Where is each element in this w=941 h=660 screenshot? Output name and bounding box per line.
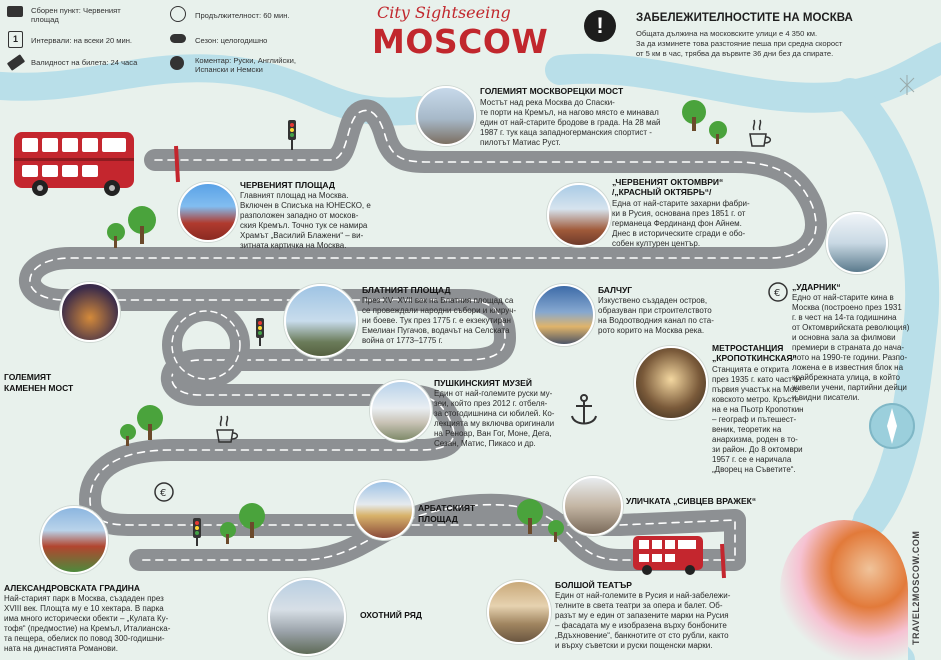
tree-icon	[107, 223, 125, 248]
photo-bolotnaya	[284, 284, 358, 358]
stop-desc-kropotkinskaya-10: 1957 г. се е наричала	[712, 455, 792, 464]
stop-desc-pushkin-2: зеи, който през 2012 г. отбеля-	[434, 399, 548, 408]
stop-desc-red-square-6: зитната картичка на Москва.	[240, 241, 347, 250]
stop-desc-kropotkinskaya-1: Станцията е открита	[712, 365, 789, 374]
stop-desc-alexander-1: Най-старият парк в Москва, създаден през	[4, 594, 164, 603]
stop-desc-udarnik-4: от Октомврийската революция)	[792, 323, 910, 332]
photo-travelers	[780, 520, 908, 660]
stop-desc-october-3: германеца Фердинанд фон Айнем.	[612, 219, 742, 228]
brand-title: MOSCOW	[372, 22, 549, 61]
commentary: Коментар: Руски, Английски,	[195, 56, 296, 65]
photo-arbat	[354, 480, 414, 540]
currency-exchange-icon	[769, 283, 787, 301]
stop-desc-october-2: ки в Русия, основана през 1851 г. от	[612, 209, 746, 218]
duration: Продължителност: 60 мин.	[195, 11, 290, 20]
tree-icon	[682, 100, 706, 131]
stop-title-pushkin: ПУШКИНСКИЯТ МУЗЕЙ	[434, 378, 532, 388]
stop-desc-bridge-2: те порти на Кремъл, на нагово място е минавал	[480, 108, 659, 117]
start-point: Сборен пункт: Червеният	[31, 6, 121, 15]
commentary-2: Испански и Немски	[195, 65, 263, 74]
stop-desc-kropotkinskaya-2: през 1935 г. като част от	[712, 375, 802, 384]
photo-sivtsev	[563, 476, 623, 536]
photo-stone-bridge	[60, 282, 120, 342]
stop-desc-udarnik-6: премиери в страната до нача-	[792, 343, 905, 352]
clock-icon	[170, 6, 186, 22]
stop-title-alexander: АЛЕКСАНДРОВСКАТА ГРАДИНА	[4, 583, 141, 593]
stop-title-okhotny: ОХОТНИЙ РЯД	[360, 610, 422, 620]
stop-desc-bolotnaya-1: През XV–XVII век на Блатния площад са	[362, 296, 514, 305]
stop-desc-red-square-5: Храмът „Василий Блажени“ – ви-	[240, 231, 364, 240]
stop-title-bolshoi: БОЛШОЙ ТЕАТЪР	[555, 580, 632, 590]
stop-desc-red-square-3: разположен западно от москов-	[240, 211, 359, 220]
stop-title-bolotnaya: БЛАТНИЯТ ПЛОЩАД	[362, 285, 451, 295]
tree-icon	[137, 405, 163, 440]
bus-icon	[633, 536, 703, 575]
stop-desc-udarnik-11: и видни писатели.	[792, 393, 860, 402]
speaker-icon	[170, 56, 184, 70]
photo-pushkin	[370, 380, 432, 442]
stop-desc-udarnik-10: живели учени, партийни дейци	[792, 383, 907, 392]
coffee-icon	[750, 120, 770, 146]
stop-title-kropotkinskaya-1: МЕТРОСТАНЦИЯ	[712, 343, 784, 353]
end-barrier-icon	[722, 544, 724, 578]
photo-bolshoi	[487, 580, 551, 644]
stop-desc-bolotnaya-3: ни боеве. Тук през 1775 г. е екзекутиран	[362, 316, 511, 325]
stop-title-udarnik: „УДАРНИК“	[792, 282, 841, 292]
stop-desc-kropotkinskaya-6: – географ и пътешест-	[712, 415, 797, 424]
stop-desc-kropotkinskaya-11: „Дворец на Съветите“.	[712, 465, 796, 474]
stop-desc-pushkin-3: за стогодишнина си юбилей. Ко-	[434, 409, 555, 418]
tree-icon	[128, 206, 156, 244]
stop-desc-bolotnaya-2: се провеждали народни събори и юмруч-	[362, 306, 517, 315]
season: Сезон: целогодишно	[195, 36, 268, 45]
stop-title-stone-bridge-2: КАМЕНЕН МОСТ	[4, 383, 74, 393]
intervals: Интервали: на всеки 20 мин.	[31, 36, 133, 45]
stop-desc-october-1: Една от най-старите захарни фабри-	[612, 199, 750, 208]
cloud-sun-icon	[170, 34, 186, 43]
bus-icon	[14, 132, 134, 196]
stop-desc-pushkin-1: Един от най-големите руски му-	[434, 389, 553, 398]
stop-title-stone-bridge-1: ГОЛЕМИЯТ	[4, 372, 52, 382]
traffic-light-icon	[193, 518, 201, 546]
stop-desc-udarnik-1: Едно от най-старите кина в	[792, 293, 894, 302]
stop-desc-balchug-4: рото корито на Москва река.	[598, 326, 705, 335]
stop-desc-bridge-5: пилотът Матиас Руст.	[480, 138, 561, 147]
stop-desc-pushkin-5: на Реноар, Ван Гог, Моне, Дега,	[434, 429, 552, 438]
exclamation-icon: !	[584, 10, 616, 42]
site-url: TRAVEL2MOSCOW.COM	[911, 530, 921, 645]
stop-desc-udarnik-7: лото на 1990-те години. Разпо-	[792, 353, 908, 362]
stop-desc-kropotkinskaya-7: веник, теоретик на	[712, 425, 782, 434]
stop-desc-udarnik-8: ложена е в известния блок на	[792, 363, 904, 372]
stop-desc-bolshoi-2: телните в света театри за опера и балет. Об-	[555, 601, 723, 610]
subtitle-2: За да изминете това разстояние пеша при средна скорост	[636, 39, 843, 48]
tree-icon	[220, 522, 236, 544]
page-title: ЗАБЕЛЕЖИТЕЛНОСТИТЕ НА МОСКВА	[636, 12, 853, 24]
stop-desc-kropotkinskaya-4: ковското метро. Кръсте-	[712, 395, 802, 404]
stop-desc-alexander-4: тофя“ (предмостие) на Кремъл, Италианска-	[4, 624, 171, 633]
stop-desc-bolshoi-6: и върху съветски и руски пощенски марки.	[555, 641, 713, 650]
stop-desc-red-square-4: ския Кремъл. Точно тук се намира	[240, 221, 368, 230]
photo-balchug	[533, 284, 595, 346]
calendar-icon: 1	[8, 31, 23, 48]
photo-okhotny	[268, 578, 346, 656]
stop-desc-red-square-2: Включен в Списъка на ЮНЕСКО, е	[240, 201, 371, 210]
svg-text:€: €	[774, 288, 781, 299]
traffic-light-icon	[256, 318, 264, 346]
stop-desc-bridge-1: Мостът над река Москва до Спаски-	[480, 98, 615, 107]
stop-desc-alexander-2: XVIII век. Площта му е 10 хектара. В парка	[4, 604, 164, 613]
stop-desc-bolshoi-5: „Вдъхновение“, банкнотите от сто рубли, както	[555, 631, 729, 640]
compass-icon	[870, 404, 914, 448]
start-sign-icon	[7, 6, 23, 17]
stop-title-sivtsev: УЛИЧКАТА „СИВЦЕВ ВРАЖЕК“	[626, 496, 757, 506]
stop-desc-october-4: Днес в историческите сгради е обо-	[612, 229, 746, 238]
stop-desc-bridge-4: 1987 г. тук каца западногерманския спортист -	[480, 128, 652, 137]
stop-desc-alexander-3: има много исторически обекти – „Кулата Ку-	[4, 614, 169, 623]
stop-desc-udarnik-2: Москва (построено през 1931	[792, 303, 902, 312]
photo-alexander	[40, 506, 108, 574]
traffic-light-icon	[288, 120, 296, 150]
anchor-icon	[572, 395, 596, 424]
stop-title-kropotkinskaya-2: „КРОПОТКИНСКАЯ“	[712, 353, 797, 363]
subtitle-3: от 5 км в час, трябва да вървите 36 дни без да спирате.	[636, 49, 834, 58]
stop-desc-bolotnaya-4: Емелиан Пугачов, водачът на Селската	[362, 326, 510, 335]
start-barrier-icon	[176, 146, 178, 182]
stop-desc-balchug-1: Изкуствено създаден остров,	[598, 296, 708, 305]
svg-text:€: €	[160, 488, 167, 499]
stop-desc-bolshoi-4: – фасадата му е изобразена върху бонбоните	[555, 621, 727, 630]
stop-desc-kropotkinskaya-8: анархизма, роден в то-	[712, 435, 798, 444]
stop-title-october-2: /„КРАСНЫЙ ОКТЯБРЬ“/	[612, 187, 712, 197]
stop-title-arbat-1: АРБАТСКИЯТ	[418, 503, 476, 513]
stop-desc-bolshoi-1: Един от най-големите в Русия и най-забележи-	[555, 591, 731, 600]
stop-desc-october-5: собен културен център.	[612, 239, 701, 248]
photo-kropotkinskaya	[634, 346, 708, 420]
stop-desc-bolotnaya-5: война от 1773–1775 г.	[362, 336, 443, 345]
stop-desc-pushkin-6: Сезан, Матис, Пикасо и др.	[434, 439, 536, 448]
photo-october	[547, 183, 611, 247]
photo-red-square	[178, 182, 238, 242]
stop-desc-alexander-6: ната на династията Романови.	[4, 644, 118, 653]
stop-desc-udarnik-9: крайбрежната улица, в който	[792, 373, 900, 382]
stop-desc-balchug-3: на Водоотводния канал по ста-	[598, 316, 714, 325]
stop-desc-kropotkinskaya-9: зи район. До 8 октомври	[712, 445, 803, 454]
tree-icon	[709, 121, 727, 144]
stop-desc-udarnik-5: и основна зала за филмови	[792, 333, 896, 342]
stop-desc-kropotkinskaya-5: на е на Пьотр Кропоткин	[712, 405, 804, 414]
photo-udarnik	[826, 212, 888, 274]
stop-title-bridge: ГОЛЕМИЯТ МОСКВОРЕЦКИ МОСТ	[480, 86, 624, 96]
stop-desc-alexander-5: та пещера, обелиск по повод 300-годишни-	[4, 634, 165, 643]
brand-tagline: City Sightseeing	[377, 3, 511, 22]
coffee-icon	[217, 416, 237, 442]
subtitle-1: Общата дължина на московските улици е 4 350 км.	[636, 29, 818, 38]
stop-desc-red-square-1: Главният площад на Москва.	[240, 191, 349, 200]
stop-title-balchug: БАЛЧУГ	[598, 285, 633, 295]
stop-desc-bolshoi-3: разът му е един от запазените марки на Русия	[555, 611, 729, 620]
stop-desc-kropotkinskaya-3: първия участък на Мос-	[712, 385, 802, 394]
stop-title-october-1: „ЧЕРВЕНИЯТ ОКТОМВРИ“	[612, 177, 724, 187]
stop-title-red-square: ЧЕРВЕНИЯТ ПЛОЩАД	[240, 180, 335, 190]
stop-desc-pushkin-4: лекцията му включва оригинали	[434, 419, 555, 428]
start-point-2: площад	[31, 15, 59, 24]
stop-desc-udarnik-3: г. в чест на 14-та годишнина	[792, 313, 897, 322]
currency-exchange-icon	[155, 483, 173, 501]
stop-title-arbat-2: ПЛОЩАД	[418, 514, 458, 524]
photo-bridge	[416, 86, 476, 146]
ticket-validity: Валидност на билета: 24 часа	[31, 58, 138, 67]
stop-desc-balchug-2: образуван при строителството	[598, 306, 712, 315]
stop-desc-bridge-3: един от най-старите бродове в града. На 28 май	[480, 118, 661, 127]
